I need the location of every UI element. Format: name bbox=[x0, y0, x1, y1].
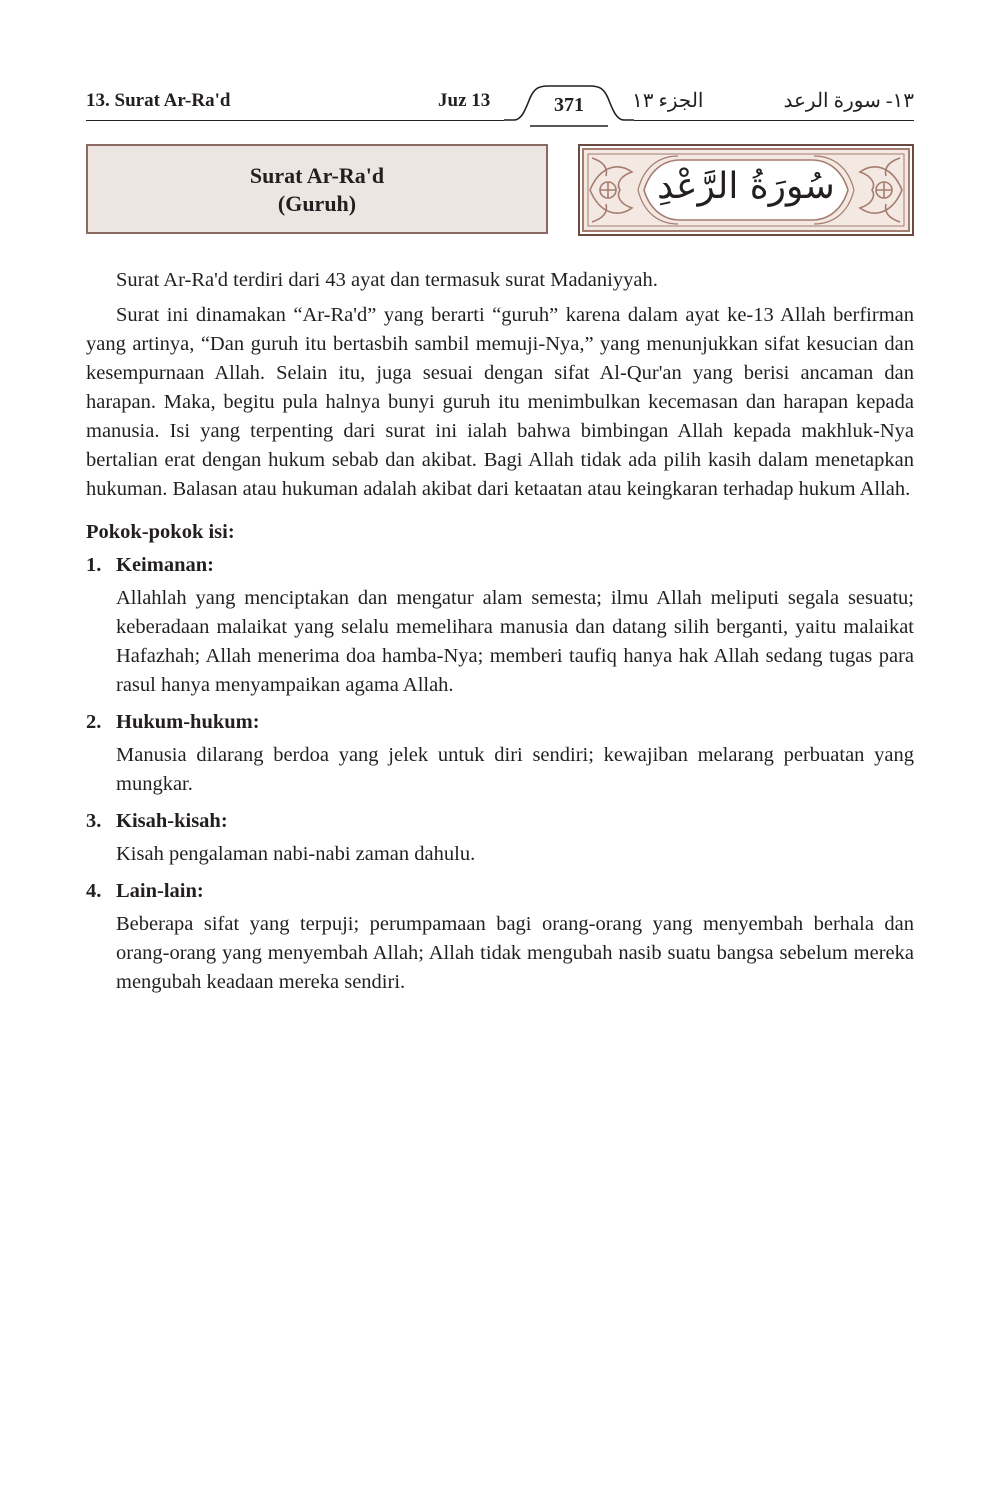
list-item bbox=[86, 877, 914, 997]
running-header bbox=[86, 84, 914, 128]
item-body: Allahlah yang menciptakan dan mengatur alam semesta; ilmu Allah meliputi segala sesuatu; keberadaan malaikat yang selalu memelihara manusia dan datang silih berganti, yaitu malaikat Hafazhah; Allah menerima doa hamba-Nya; memberi taufiq hanya hak Allah sedang tugas para rasul hanya menyampaikan agama Allah. bbox=[116, 587, 914, 696]
item-heading: Hukum-hukum: bbox=[116, 711, 260, 733]
list-item bbox=[86, 551, 914, 700]
item-heading: Keimanan: bbox=[116, 554, 214, 576]
intro-paragraph: Surat Ar-Ra'd terdiri dari 43 ayat dan termasuk surat Madaniyyah. bbox=[116, 269, 658, 291]
section-title: Pokok-pokok isi: bbox=[86, 521, 235, 543]
header-juz: Juz 13 bbox=[438, 90, 491, 111]
surah-meaning: (Guruh) bbox=[277, 191, 357, 216]
header-rule bbox=[86, 120, 914, 121]
item-body: Manusia dilarang berdoa yang jelek untuk diri sendiri; kewajiban melarang perbuatan yang mungkar. bbox=[116, 744, 914, 795]
list-item bbox=[86, 708, 914, 799]
item-heading: Lain-lain: bbox=[116, 880, 204, 902]
surah-title-arabic: سُورَةُ الرَّعْدِ bbox=[657, 166, 835, 207]
item-body: Kisah pengalaman nabi-nabi zaman dahulu. bbox=[116, 843, 476, 865]
item-number: 3. bbox=[86, 810, 102, 832]
item-number: 4. bbox=[86, 880, 102, 902]
intro-paragraph: Surat ini dinamakan “Ar-Ra'd” yang berarti “guruh” karena dalam ayat ke-13 Allah berfirman yang artinya, “Dan guruh itu bertasbih sambil memuji-Nya,” yang menunjukkan sifat kesucian dan kesempurnaan Allah. Selain itu, juga sesuai dengan sifat Al-Qur'an yang berisi ancaman dan harapan. Maka, begitu pula halnya bunyi guruh itu menimbulkan kecemasan dan harapan kepada manusia. Isi yang terpenting dari surat ini ialah bahwa bimbingan Allah kepada makhluk-Nya bertalian erat dengan hukum sebab dan akibat. Bagi Allah tidak ada pilih kasih dalam menetapkan hukuman. Balasan atau hukuman adalah akibat dari ketaatan atau keingkaran terhadap hukum Allah. bbox=[86, 304, 914, 500]
surah-title: Surat Ar-Ra'd bbox=[249, 163, 385, 188]
surah-title-box bbox=[86, 144, 548, 234]
header-surah-arabic: ١٣- سورة الرعد bbox=[783, 90, 914, 112]
header-surah-name: 13. Surat Ar-Ra'd bbox=[86, 90, 231, 111]
main-content bbox=[86, 266, 914, 1005]
item-body: Beberapa sifat yang terpuji; perumpamaan bagi orang-orang yang menyembah berhala dan orang-orang yang menyembah Allah; Allah tidak mengubah nasib suatu bangsa sebelum mereka mengubah keadaan mereka sendiri. bbox=[116, 913, 914, 993]
page-number: 371 bbox=[554, 94, 584, 116]
item-number: 2. bbox=[86, 711, 102, 733]
header-juz-arabic: الجزء ١٣ bbox=[632, 90, 704, 112]
item-heading: Kisah-kisah: bbox=[116, 810, 228, 832]
ornamental-title-box bbox=[578, 144, 914, 236]
item-number: 1. bbox=[86, 554, 102, 576]
list-item bbox=[86, 807, 914, 869]
